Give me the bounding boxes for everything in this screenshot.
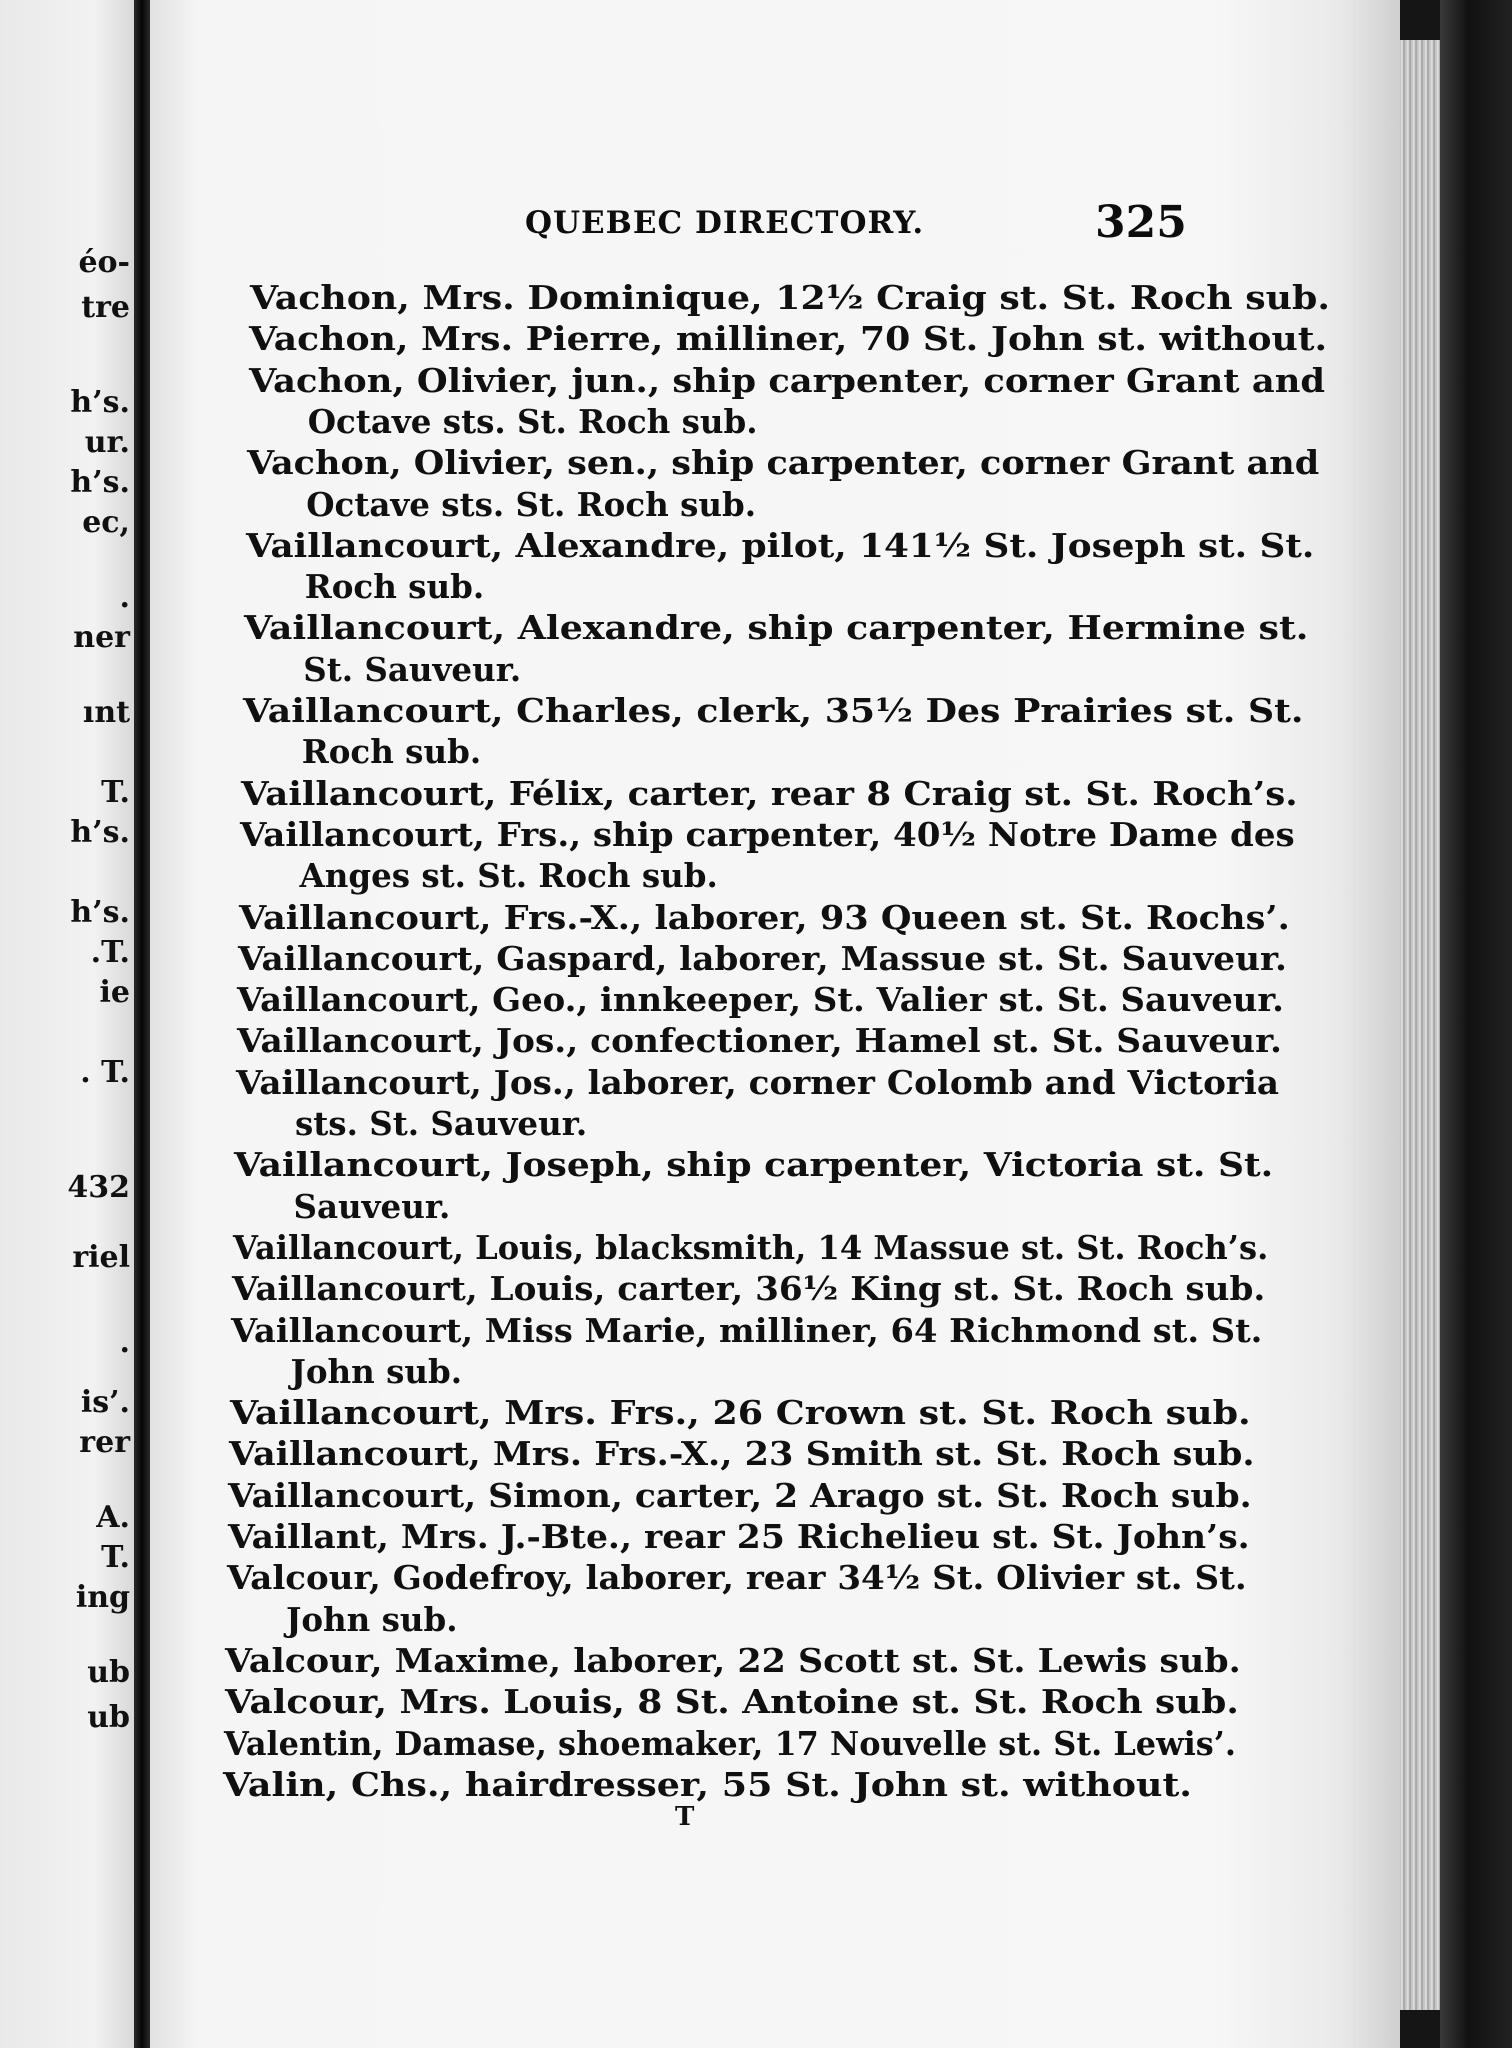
entry-line: Valcour, Godefroy, laborer, rear 34½ St. Olivier st. St. [226, 1558, 1247, 1598]
entry-continuation-line: Sauveur. [293, 1186, 451, 1226]
page-header [150, 197, 1400, 255]
entry-line: Vachon, Olivier, jun., ship carpenter, corner Grant and [248, 360, 1325, 400]
left-page-fragment: ub [87, 1700, 130, 1735]
entry-line: Vaillancourt, Alexandre, pilot, 141½ St. Joseph st. St. [245, 525, 1314, 565]
entry-line: Vaillancourt, Mrs. Frs.-X., 23 Smith st. St. Roch sub. [229, 1434, 1255, 1474]
left-page-fragment: . T. [80, 1055, 130, 1090]
left-page-fragment: tre [81, 290, 130, 325]
entry-line: Vaillancourt, Miss Marie, milliner, 64 Richmond st. St. [231, 1310, 1263, 1350]
page-edges [1400, 40, 1440, 2010]
entry-line: Vaillancourt, Frs., ship carpenter, 40½ Notre Dame des [240, 814, 1295, 854]
entry-line: Vaillant, Mrs. J.-Bte., rear 25 Richelieu st. St. John’s. [227, 1517, 1250, 1556]
left-page-fragment: 432 [67, 1170, 130, 1205]
entry-line: Vachon, Mrs. Pierre, milliner, 70 St. John st. without. [249, 319, 1328, 359]
left-page-fragment: riel [72, 1240, 130, 1275]
entry-line: Valcour, Mrs. Louis, 8 St. Antoine st. St. Roch sub. [224, 1682, 1239, 1722]
left-page-fragment: ec, [82, 505, 130, 540]
entry-line: Vaillancourt, Félix, carter, rear 8 Craig st. St. Roch’s. [241, 773, 1298, 813]
left-page-fragment: A. [96, 1500, 130, 1535]
entry-continuation-line: Roch sub. [304, 567, 485, 607]
book-cover-edge [1440, 0, 1512, 2048]
book-gutter [134, 0, 150, 2048]
left-page-fragment: . [119, 580, 130, 615]
entry-continuation-line: John sub. [286, 1599, 458, 1639]
entry-line: Vaillancourt, Jos., laborer, corner Colomb and Victoria [235, 1062, 1279, 1102]
left-facing-page [0, 0, 134, 2048]
signature-mark: T [675, 1802, 695, 1832]
entry-continuation-line: Roch sub. [301, 732, 482, 772]
left-page-fragment: éo- [78, 245, 130, 280]
entry-continuation-line: Octave sts. St. Roch sub. [307, 401, 758, 441]
left-page-fragment: h’s. [70, 895, 130, 930]
entry-continuation-line: sts. St. Sauveur. [295, 1104, 588, 1143]
entry-line: Vaillancourt, Jos., confectioner, Hamel st. St. Sauveur. [236, 1021, 1282, 1061]
left-page-fragment: ınt [82, 695, 130, 730]
entry-line: Vaillancourt, Gaspard, laborer, Massue st. St. Sauveur. [238, 938, 1287, 978]
entry-continuation-line: John sub. [290, 1351, 463, 1391]
left-page-fragment: T. [101, 775, 130, 810]
left-page-fragment: h’s. [70, 385, 130, 420]
entry-line: Valentin, Damase, shoemaker, 17 Nouvelle st. St. Lewis’. [223, 1723, 1236, 1763]
entry-line: Vaillancourt, Charles, clerk, 35½ Des Prairies st. St. [242, 691, 1304, 730]
left-page-fragment: h’s. [70, 465, 130, 500]
entry-continuation-line: Anges st. St. Roch sub. [299, 856, 718, 896]
page-number: 325 [1095, 197, 1187, 248]
directory-page [150, 0, 1400, 2048]
entry-line: Vaillancourt, Mrs. Frs., 26 Crown st. St. Roch sub. [229, 1393, 1251, 1433]
entry-line: Vaillancourt, Alexandre, ship carpenter, Hermine st. [244, 608, 1309, 648]
left-page-fragment: ub [87, 1655, 130, 1690]
left-page-fragment: h’s. [70, 815, 130, 850]
entry-line: Vachon, Mrs. Dominique, 12½ Craig st. St. Roch sub. [250, 278, 1330, 317]
left-page-fragment: T. [101, 1540, 130, 1575]
entry-line: Vaillancourt, Geo., innkeeper, St. Valier st. St. Sauveur. [237, 980, 1285, 1020]
left-page-fragment: rer [79, 1425, 130, 1460]
entry-line: Vaillancourt, Frs.-X., laborer, 93 Queen st. St. Rochs’. [238, 897, 1290, 937]
entry-line: Vachon, Olivier, sen., ship carpenter, corner Grant and [247, 443, 1320, 483]
left-page-fragment: ner [73, 620, 130, 655]
entry-line: Valcour, Maxime, laborer, 22 Scott st. St. Lewis sub. [225, 1640, 1242, 1680]
entry-line: Vaillancourt, Simon, carter, 2 Arago st. St. Roch sub. [228, 1475, 1252, 1515]
entry-line: Vaillancourt, Louis, carter, 36½ King st. St. Roch sub. [232, 1269, 1266, 1309]
left-page-fragment: . [119, 1325, 130, 1360]
entry-line: Vaillancourt, Joseph, ship carpenter, Victoria st. St. [234, 1145, 1274, 1185]
left-page-fragment: ing [75, 1580, 130, 1615]
entry-continuation-line: Octave sts. St. Roch sub. [306, 484, 757, 524]
entry-line: Vaillancourt, Louis, blacksmith, 14 Massue st. St. Roch’s. [232, 1227, 1269, 1267]
left-page-fragment: is’. [80, 1385, 130, 1420]
left-page-fragment: .T. [90, 935, 130, 970]
running-head: QUEBEC DIRECTORY. [525, 205, 925, 241]
entry-line: Valin, Chs., hairdresser, 55 St. John st. without. [223, 1764, 1192, 1804]
entry-continuation-line: St. Sauveur. [303, 649, 522, 689]
left-page-fragment: ur. [84, 425, 130, 460]
left-page-fragment: ie [99, 975, 130, 1010]
